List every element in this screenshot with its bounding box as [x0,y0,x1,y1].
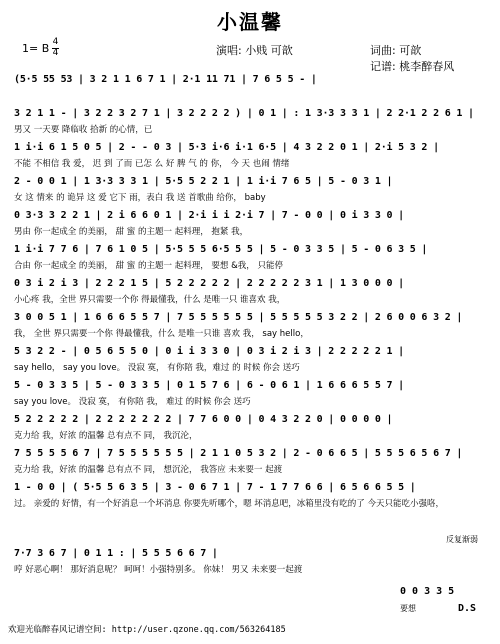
lyric: 小心疼 我，全世 界只需要一个你 得最懂我，什么 是唯一只 谁喜欢 我， [14,295,286,305]
notes: 3 2 1 1 - | 3 2 2 3 2 7 1 | 3 2 2 2 2 ) | 0 1 | : 1 3·3 3 3 1 | 2 2·1 2 2 6 1 | [14,108,474,119]
lyric: 男由 你一起成全 的美丽， 甜 蜜 的主题一 起料理， 抱紧 我， [14,227,249,237]
key-signature: 1= B [22,42,50,55]
notes: 7·7 3 6 7 | 0 1 1 : | 5 5 5 6 6 7 | [14,548,218,559]
lyric: 合由 你一起成全 的美丽， 甜 蜜 的主题一 起料理， 要想 &我， 只能停 [14,261,283,271]
lyric: 过。 亲爱的 好情，有一个好消息一个坏消息 你要先听哪个，嗯 坏消息吧，冰箱里没有吃的了 今天只能吃小强咯， [14,499,445,509]
coda-lyric: 要想 [400,604,416,613]
singers: 演唱: 小贱 可歆 [216,44,293,57]
time-signature-bottom: 4 [52,48,59,58]
song-title: 小温馨 [217,10,283,34]
lyric: 克力给 我，好浓 的温馨 总有点不 同， 我沉沦， [14,431,198,441]
notes: 7 5 5 5 5 6 7 | 7 5 5 5 5 5 5 | 2 1 1 0 5 3 2 | 2 - 0 6 6 5 | 5 5 5 6 5 6 7 | [14,448,463,459]
lyric: 克力给 我，好浓 的温馨 总有点不 同， 想沉沦， 我答应 未来要一 起渡 [14,465,283,475]
transcriber: 记谱: 桃李醉春风 [370,60,455,73]
notes: 2 - 0 0 1 | 1 3·3 3 3 1 | 5·5 5 2 2 1 | 1 i·i 7 6 5 | 5 - 0 3 1 | [14,176,393,187]
lyric: say hello， say you love。 没寂 寞， 有你陪 我，难过 的 时候 你会 送巧 [14,363,300,373]
lyric: 男又 一天要 降临收 拾新 的心情，已 [14,125,153,135]
footer-link[interactable]: 欢迎光临醉春风记谱空间: http://user.qzone.qq.com/563264185 [8,625,286,635]
lyric [14,89,490,102]
lyric: say you love。 没寂 寞， 有你陪 我， 难过 的时候 你会 送巧 [14,397,251,407]
lyricist: 词曲: 可歆 [370,44,422,57]
notes: 5 - 0 3 3 5 | 5 - 0 3 3 5 | 0 1 5 7 6 | 6 - 0 6 1 | 1 6 6 6 5 5 7 | [14,380,404,391]
notes: 0 3 i 2 i 3 | 2 2 2 1 5 | 5 2 2 2 2 2 | 2 2 2 2 2 3 1 | 1 3 0 0 0 | [14,278,404,289]
lyric: 我， 全世 界只需要一个你 得最懂我，什么 是唯一只谁 喜欢 我， say hello， [14,329,309,339]
notes: 5 3 2 2 - | 0 5 6 5 5 0 | 0 i i 3 3 0 | 0 3 i 2 i 3 | 2 2 2 2 2 1 | [14,346,404,357]
time-signature [52,38,59,58]
lyric: 哼 好恶心啊！ 那好消息呢？ 呵呵！小强特别多。 你妹！ 男又 未来要一起渡 [14,565,303,575]
coda-notes: 0 0 3 3 5 [400,586,455,597]
notes: 0 3·3 3 2 2 1 | 2 i 6 6 0 1 | 2·i i i 2·i 7 | 7 - 0 0 | 0 i 3 3 0 | [14,210,404,221]
notes: 3 0 0 5 1 | 1 6 6 6 5 5 7 | 7 5 5 5 5 5 5 | 5 5 5 5 5 3 2 2 | 2 6 0 0 6 3 2 | [14,312,463,323]
lyric: 不能 不相信 我 爱， 迟 到 了而 已怎 么 好 脾 气 的 你， 今 天 也闹 情绪 [14,159,290,169]
repeat-fade-label: 反复渐弱 [446,535,478,544]
time-signature-top: 4 [52,37,59,47]
lyric: 女 这 情来 的 诡异 这 爱 它下 雨，表白 我 送 首歌曲 给你， baby [14,193,266,203]
notes: 1 i·i 6 1 5 0 5 | 2 - - 0 3 | 5·3 i·6 i·1 6·5 | 4 3 2 2 0 1 | 2·i 5 3 2 | [14,142,439,153]
notes: 1 - 0 0 | ( 5·5 5 6 3 5 | 3 - 0 6 7 1 | 7 - 1 7 7 6 6 | 6 5 6 6 5 5 | [14,482,416,493]
notes: 5 2 2 2 2 2 | 2 2 2 2 2 2 2 | 7 7 6 0 0 | 0 4 3 2 2 0 | 0 0 0 0 | [14,414,393,425]
ds-mark: D.S [458,603,477,614]
notes: (5·5 55 53 | 3 2 1 1 6 7 1 | 2·1 11 71 | 7 6 5 5 - | [14,74,317,85]
notes: 1 i·i 7 7 6 | 7 6 1 0 5 | 5·5 5 5 6·5 5 5 | 5 - 0 3 3 5 | 5 - 0 6 3 5 | [14,244,428,255]
